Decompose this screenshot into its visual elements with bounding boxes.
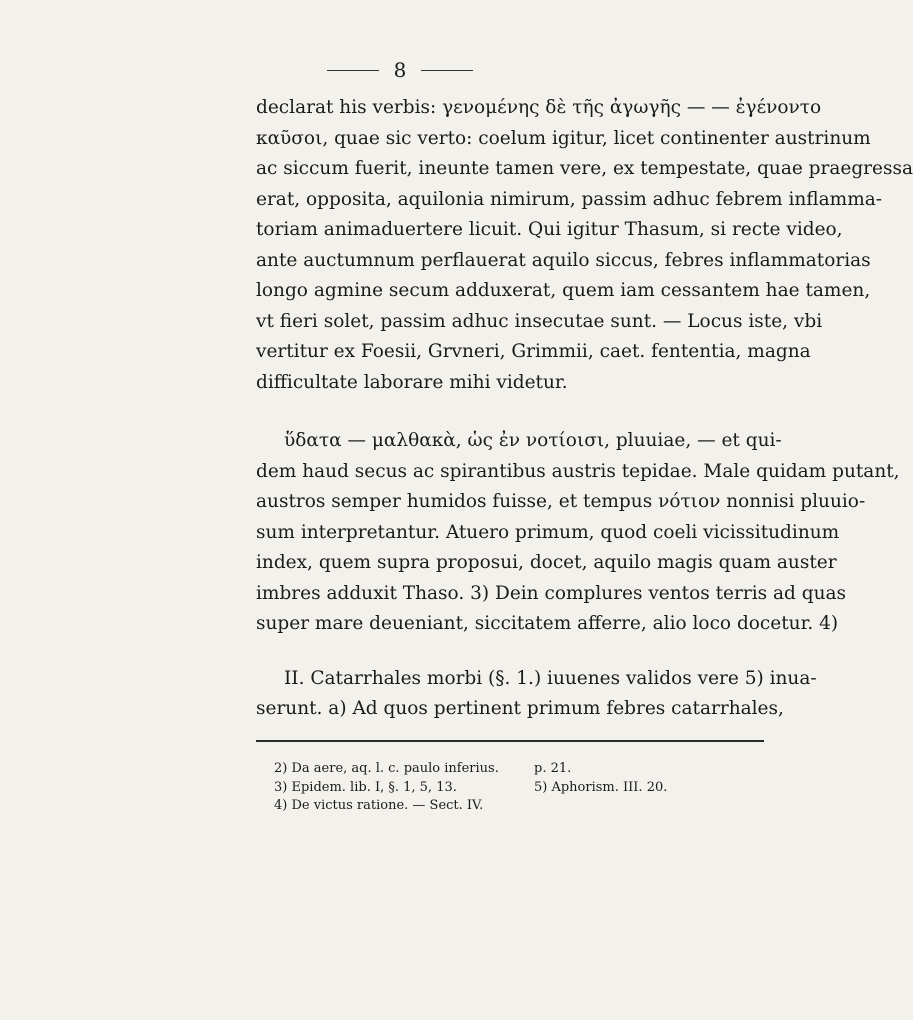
paragraph-1 <box>256 93 913 398</box>
text-line: super mare deueniant, siccitatem afferre, alio loco docetur. 4) <box>256 613 839 634</box>
main-text <box>256 93 913 725</box>
text-line: erat, opposita, aquilonia nimirum, passim adhuc febrem inflamma- <box>256 188 883 210</box>
text-line: toriam animaduertere licuit. Qui igitur Thasum, si recte video, <box>256 219 843 240</box>
text-line: sum interpretantur. Atuero primum, quod coeli vicissitudinum <box>256 521 840 543</box>
text-line: imbres adduxit Thaso. 3) Dein complures ventos terris ad quas <box>256 582 847 604</box>
text-line: ac siccum fuerit, ineunte tamen vere, ex tempestate, quae praegressa <box>256 158 913 179</box>
text-line: longo agmine secum adduxerat, quem iam cessantem hae tamen, <box>256 280 871 301</box>
footnote-4: 4) De victus ratione. — Sect. IV. <box>274 798 484 813</box>
footnote-3: 3) Epidem. lib. I, §. 1, 5, 13. <box>274 779 457 795</box>
page-header <box>0 58 800 82</box>
footnote-divider <box>256 740 764 742</box>
text-line: II. Catarrhales morbi (§. 1.) iuuenes validos vere 5) inua- <box>284 667 817 689</box>
text-line: index, quem supra proposui, docet, aquilo magis quam auster <box>256 552 837 573</box>
text-line: vertitur ex Foesii, Grvneri, Grimmii, caet. fententia, magna <box>256 341 811 362</box>
text-line: austros semper humidos fuisse, et tempus νότιον nonnisi pluuio- <box>256 491 866 512</box>
text-line: dem haud secus ac spirantibus austris tepidae. Male quidam putant, <box>256 460 900 482</box>
text-line: serunt. a) Ad quos pertinent primum febres catarrhales, <box>256 698 784 719</box>
page-number: 8 <box>393 58 407 82</box>
header-rule-right <box>421 70 473 71</box>
text-line: καῦσοι, quae sic verto: coelum igitur, licet continenter austrinum <box>256 127 871 149</box>
footnote-5: 5) Aphorism. III. 20. <box>534 779 668 795</box>
text-line: ante auctumnum perflauerat aquilo siccus, febres inflammatorias <box>256 249 871 271</box>
footnotes <box>274 760 754 816</box>
text-line: declarat his verbis: γενομένης δὲ τῆς ἀγωγῆς — — ἐγένοντο <box>256 97 822 118</box>
text-line: vt fieri solet, passim adhuc insecutae sunt. — Locus iste, vbi <box>256 310 823 332</box>
header-rule-left <box>327 70 379 71</box>
footnote-2: 2) Da aere, aq. l. c. paulo inferius. <box>274 761 499 776</box>
paragraph-2 <box>256 426 900 640</box>
text-line: ὕδατα — μαλθακὰ, ὡς ἐν νοτίοισι, pluuiae, — et qui- <box>284 430 782 451</box>
paragraph-3 <box>256 664 817 725</box>
footnote-2-page: p. 21. <box>534 761 572 776</box>
text-line: difficultate laborare mihi videtur. <box>256 371 568 393</box>
